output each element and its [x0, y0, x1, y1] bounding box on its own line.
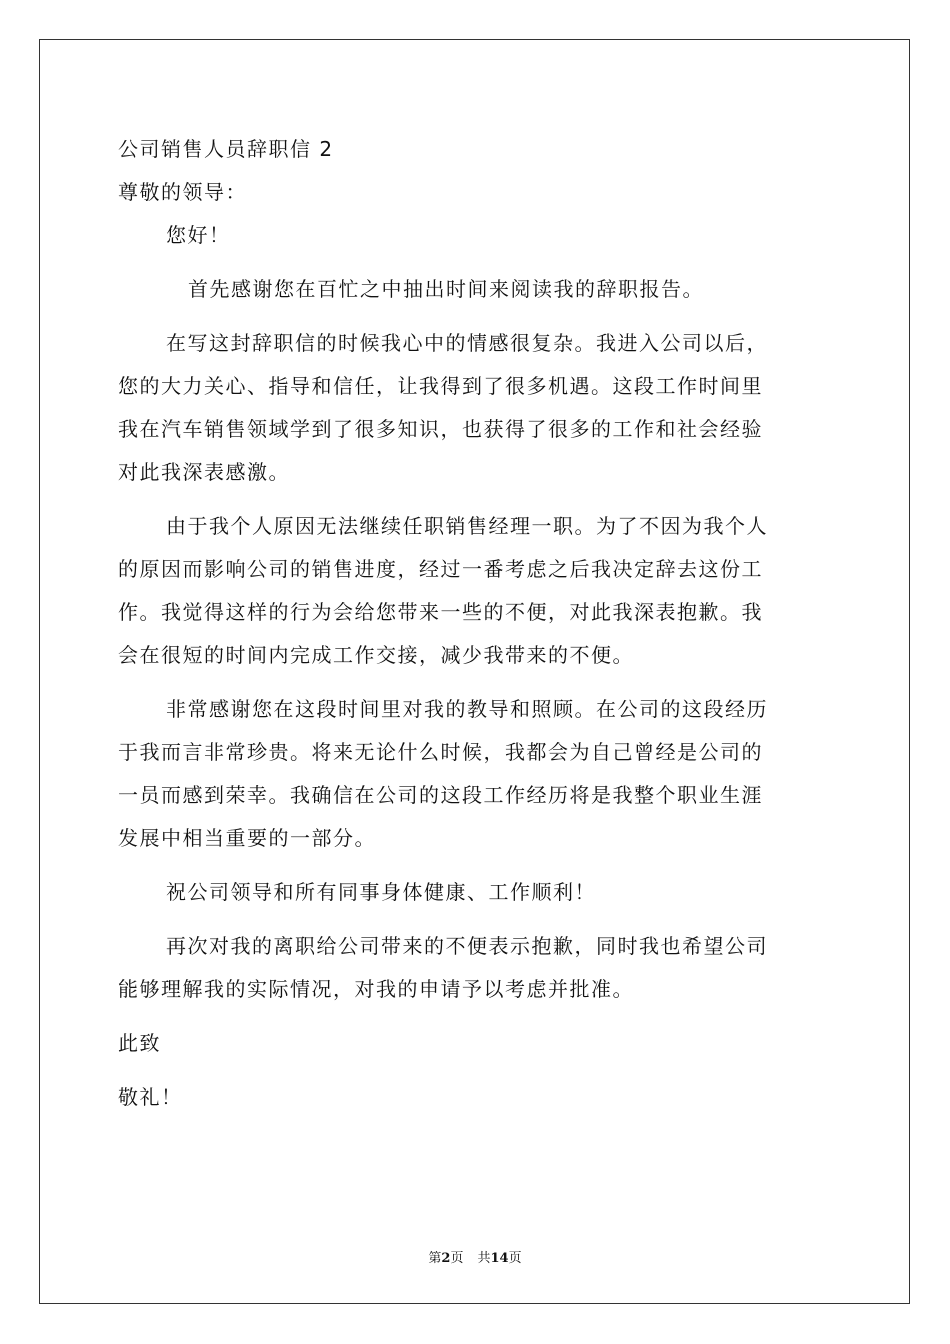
paragraph-line: 发展中相当重要的一部分。	[118, 826, 376, 850]
page-prefix: 第	[428, 1251, 442, 1266]
paragraph-line: 作。我觉得这样的行为会给您带来一些的不便，对此我深表抱歉。我	[118, 600, 763, 624]
closing-line-1: 此致	[118, 1031, 161, 1055]
paragraph-line: 能够理解我的实际情况，对我的申请予以考虑并批准。	[118, 977, 634, 1001]
letter-title: 公司销售人员辞职信 2	[118, 137, 334, 161]
total-suffix: 页	[508, 1251, 522, 1266]
paragraph-line: 的原因而影响公司的销售进度，经过一番考虑之后我决定辞去这份工	[118, 557, 763, 581]
paragraph-line: 非常感谢您在这段时间里对我的教导和照顾。在公司的这段经历	[166, 697, 768, 721]
closing-line-2: 敬礼！	[118, 1085, 183, 1109]
salutation: 尊敬的领导：	[118, 180, 247, 204]
paragraph-line: 对此我深表感激。	[118, 460, 290, 484]
paragraph-line: 于我而言非常珍贵。将来无论什么时候，我都会为自己曾经是公司的	[118, 740, 763, 764]
page-number: 2	[441, 1251, 451, 1266]
page-suffix: 页	[450, 1251, 464, 1266]
paragraph-line: 一员而感到荣幸。我确信在公司的这段工作经历将是我整个职业生涯	[118, 783, 763, 807]
paragraph-line: 在写这封辞职信的时候我心中的情感很复杂。我进入公司以后，	[166, 331, 768, 355]
paragraph-3	[118, 688, 838, 860]
paragraph-line: 由于我个人原因无法继续任职销售经理一职。为了不因为我个人	[166, 514, 768, 538]
paragraph-2	[118, 505, 838, 677]
total-pages: 14	[490, 1251, 509, 1266]
paragraph-1	[118, 322, 838, 494]
paragraph-line: 我在汽车销售领域学到了很多知识，也获得了很多的工作和社会经验	[118, 417, 763, 441]
paragraph-line: 会在很短的时间内完成工作交接，减少我带来的不便。	[118, 643, 634, 667]
total-prefix: 共	[477, 1251, 491, 1266]
intro-line: 首先感谢您在百忙之中抽出时间来阅读我的辞职报告。	[188, 277, 704, 301]
paragraph-4	[118, 925, 838, 1011]
paragraph-line: 您的大力关心、指导和信任，让我得到了很多机遇。这段工作时间里	[118, 374, 763, 398]
wishes-line: 祝公司领导和所有同事身体健康、工作顺利！	[166, 880, 596, 904]
greeting: 您好！	[166, 223, 231, 247]
paragraph-line: 再次对我的离职给公司带来的不便表示抱歉，同时我也希望公司	[166, 934, 768, 958]
letter-body	[118, 128, 838, 1119]
page-footer	[0, 1247, 950, 1266]
